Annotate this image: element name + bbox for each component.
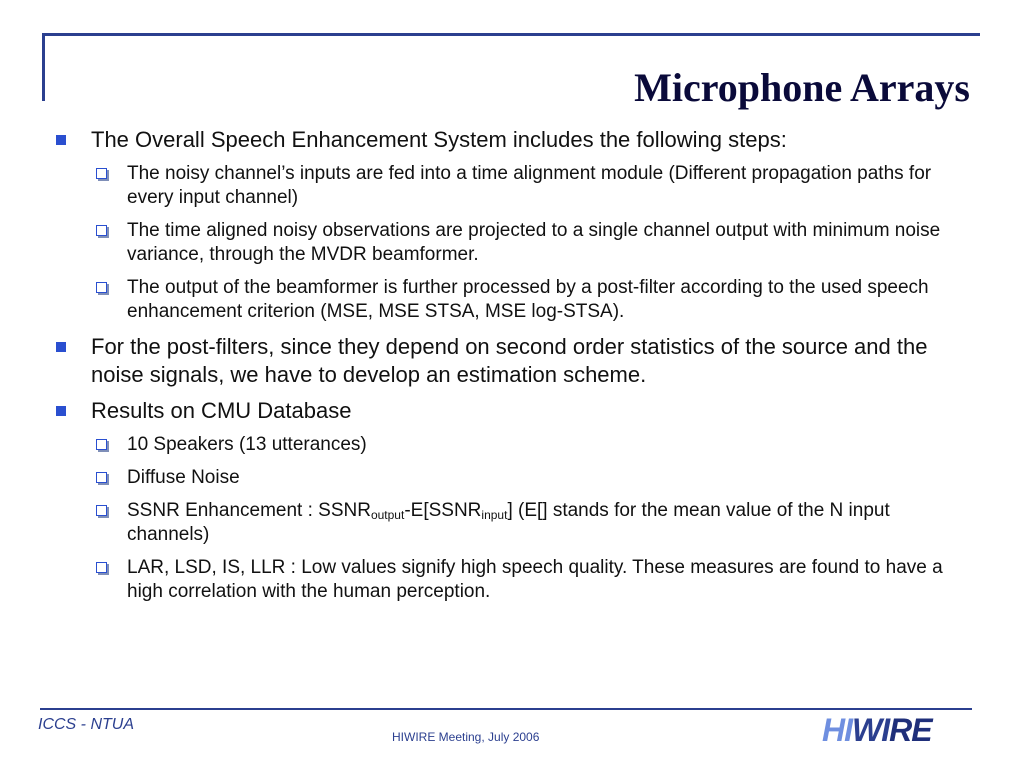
bullet-2 <box>52 333 977 389</box>
bullet-3-sub-4-text: LAR, LSD, IS, LLR : Low values signify high speech quality. These measures are found to have a high correlation with the human perception. <box>127 557 943 602</box>
ssnr-suffix: ] (E[] stands for the mean value of the N input channels) <box>127 500 890 545</box>
slide-frame-top-rule <box>42 33 980 36</box>
checkbox-bullet-icon <box>96 439 107 450</box>
square-bullet-icon <box>56 406 66 416</box>
bullet-3-text: Results on CMU Database <box>91 398 352 423</box>
bullet-3-sub-4 <box>52 556 977 604</box>
bullet-1-sub-3 <box>52 276 977 324</box>
logo-part-1: HI <box>822 712 852 748</box>
bullet-3-sub-2 <box>52 466 977 490</box>
bullet-3-sub-1-text: 10 Speakers (13 utterances) <box>127 434 367 455</box>
ssnr-middle: -E[SSNR <box>404 500 482 521</box>
ssnr-output-subscript: output <box>370 508 405 522</box>
footer-rule <box>40 708 972 710</box>
bullet-3-sub-2-text: Diffuse Noise <box>127 467 240 488</box>
footer-meeting-label: HIWIRE Meeting, July 2006 <box>392 730 540 744</box>
bullet-1-sub-2-text: The time aligned noisy observations are projected to a single channel output with minimum noise variance, through the MVDR beamformer. <box>127 220 941 265</box>
bullet-1-text: The Overall Speech Enhancement System includes the following steps: <box>91 127 787 152</box>
checkbox-bullet-icon <box>96 168 107 179</box>
bullet-3-sub-1 <box>52 433 977 457</box>
slide-body <box>52 126 977 613</box>
checkbox-bullet-icon <box>96 505 107 516</box>
footer-organization: ICCS - NTUA <box>38 716 134 733</box>
bullet-3 <box>52 397 977 425</box>
bullet-1-sub-1 <box>52 162 977 210</box>
checkbox-bullet-icon <box>96 282 107 293</box>
square-bullet-icon <box>56 135 66 145</box>
checkbox-bullet-icon <box>96 472 107 483</box>
bullet-1-sub-1-text: The noisy channel’s inputs are fed into a time alignment module (Different propagation paths for every input channel) <box>127 163 932 208</box>
square-bullet-icon <box>56 342 66 352</box>
checkbox-bullet-icon <box>96 562 107 573</box>
hiwire-logo <box>822 712 932 749</box>
logo-part-2: WI <box>852 712 890 748</box>
checkbox-bullet-icon <box>96 225 107 236</box>
bullet-3-sub-3 <box>52 499 977 547</box>
logo-part-3: RE <box>889 712 932 748</box>
bullet-1-sub-2 <box>52 219 977 267</box>
bullet-1-sub-3-text: The output of the beamformer is further processed by a post-filter according to the used speech enhancement criterion (MSE, MSE STSA, MSE log-STSA). <box>127 277 929 322</box>
bullet-2-text: For the post-filters, since they depend on second order statistics of the source and the noise signals, we have to develop an estimation scheme. <box>91 334 928 387</box>
ssnr-input-subscript: input <box>481 508 508 522</box>
bullet-1 <box>52 126 977 154</box>
slide-title: Microphone Arrays <box>634 65 970 110</box>
ssnr-prefix: SSNR Enhancement : SSNR <box>127 500 371 521</box>
slide-frame-left-rule <box>42 33 45 101</box>
